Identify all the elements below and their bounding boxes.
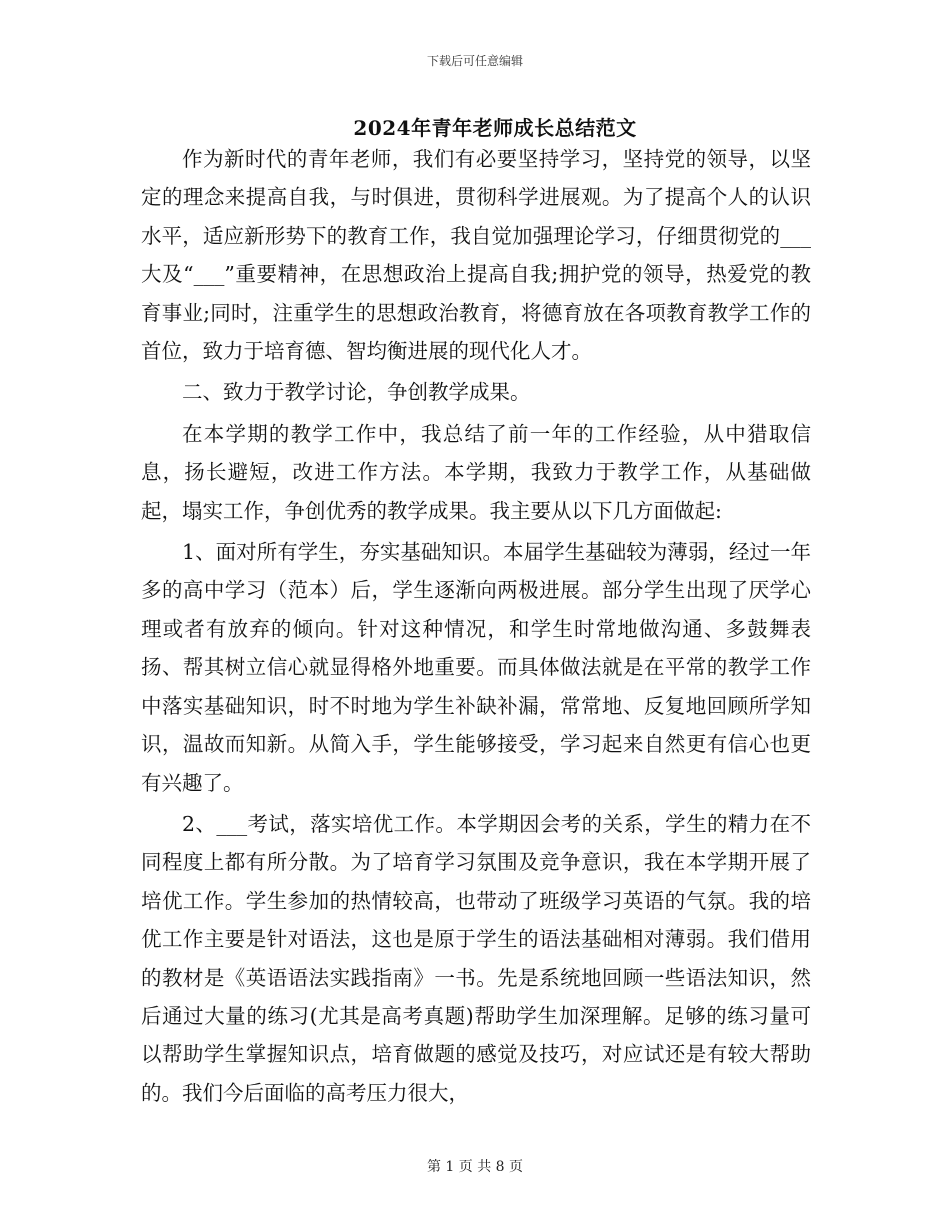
paragraph-point-1: 1、面对所有学生，夯实基础知识。本届学生基础较为薄弱，经过一年多的高中学习（范本）后，学生逐渐向两极进展。部分学生出现了厌学心理或者有放弃的倾向。针对这种情况，和学生时常地做沟通、多鼓舞表扬、帮其树立信心就显得格外地重要。而具体做法就是在平常的教学工作中落实基础知识，时不时地为学生补缺补漏，常常地、反复地回顾所学知识，温故而知新。从简入手，学生能够接受，学习起来自然更有信心也更有兴趣了。	[141, 540, 811, 795]
paragraph-teaching-summary: 在本学期的教学工作中，我总结了前一年的工作经验，从中猎取信息，扬长避短，改进工作方法。本学期，我致力于教学工作，从基础做起，塌实工作，争创优秀的教学成果。我主要从以下几方面做起:	[141, 421, 811, 523]
paragraph-intro: 作为新时代的青年老师，我们有必要坚持学习，坚持党的领导，以坚定的理念来提高自我，与时俱进，贯彻科学进展观。为了提高个人的认识水平，适应新形势下的教育工作，我自觉加强理论学习，仔细贯彻党的___大及“___”重要精神，在思想政治上提高自我;拥护党的领导，热爱党的教育事业;同时，注重学生的思想政治教育，将德育放在各项教育教学工作的首位，致力于培育德、智均衡进展的现代化人才。	[141, 147, 811, 364]
document-body	[141, 140, 811, 1112]
page-header-note: 下载后可任意编辑	[426, 54, 523, 68]
paragraph-section-heading: 二、致力于教学讨论，争创教学成果。	[182, 380, 531, 405]
document-title: 2024年青年老师成长总结范文	[353, 116, 637, 140]
page-number-footer: 第 1 页 共 8 页	[426, 1159, 524, 1175]
paragraph-point-2: 2、___考试，落实培优工作。本学期因会考的关系，学生的精力在不同程度上都有所分散。为了培育学习氛围及竞争意识，我在本学期开展了培优工作。学生参加的热情较高，也带动了班级学习英语的气氛。我的培优工作主要是针对语法，这也是原于学生的语法基础相对薄弱。我们借用的教材是《英语语法实践指南》一书。先是系统地回顾一些语法知识，然后通过大量的练习(尤其是高考真题)帮助学生加深理解。足够的练习量可以帮助学生掌握知识点，培育做题的感觉及技巧，对应试还是有较大帮助的。我们今后面临的高考压力很大，	[141, 811, 811, 1105]
